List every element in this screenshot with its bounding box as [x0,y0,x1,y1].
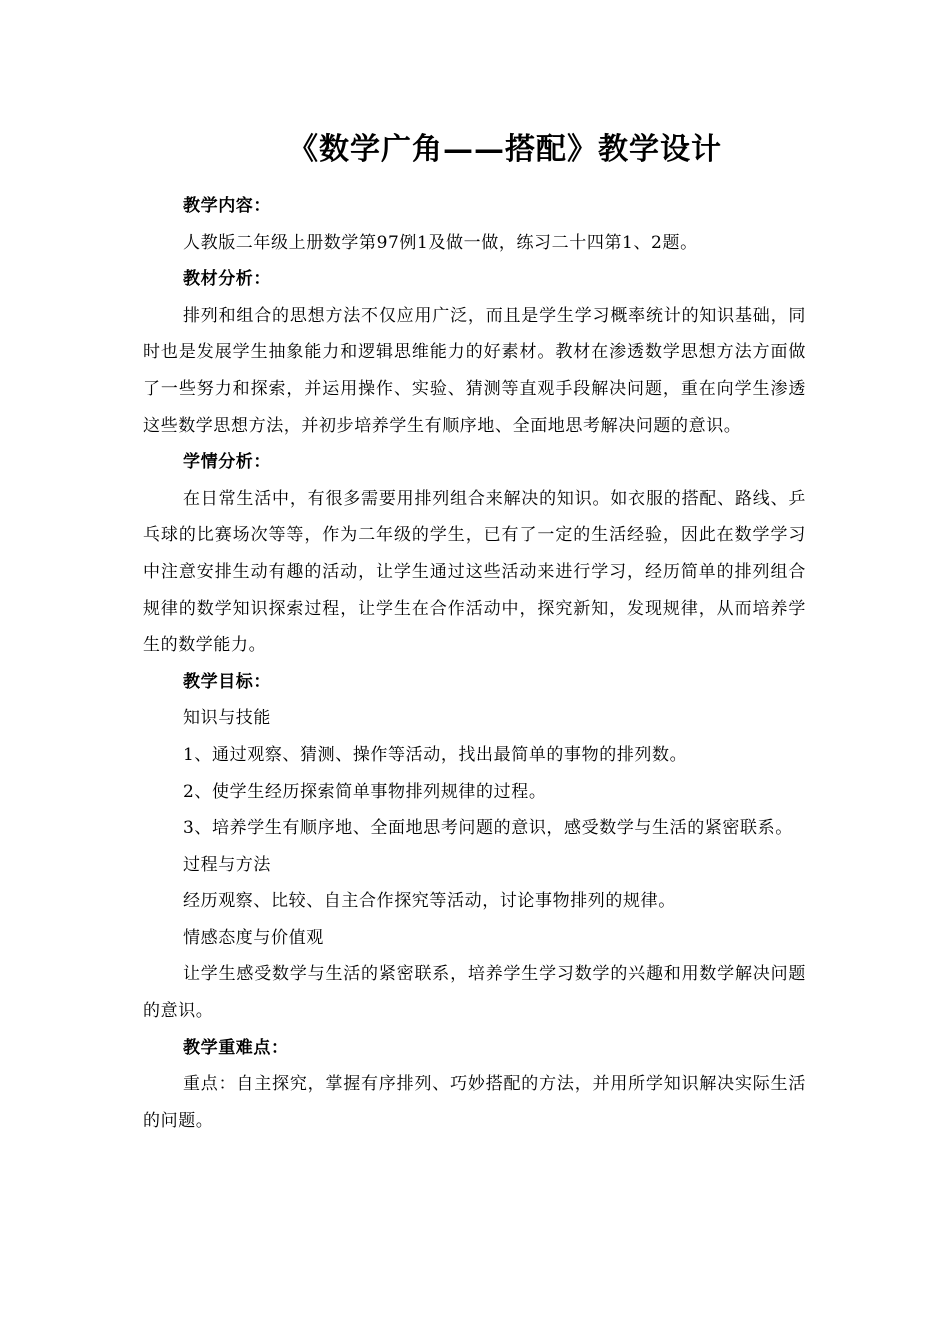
goal-knowledge-title: 知识与技能 [183,708,271,729]
document-title: 《数学广角——搭配》教学设计 [288,132,722,167]
goal-knowledge-item: 3、培养学生有顺序地、全面地思考问题的意识，感受数学与生活的紧密联系。 [183,818,793,839]
section-heading-keypoints: 教学重难点： [183,1037,289,1058]
goal-process-text: 经历观察、比较、自主合作探究等活动，讨论事物排列的规律。 [183,891,676,912]
goal-knowledge-item: 2、使学生经历探索简单事物排列规律的过程。 [183,781,547,802]
goal-emotion-title: 情感态度与价值观 [183,927,324,948]
section-heading-content: 教学内容： [183,196,271,216]
section-heading-teaching-goals: 教学目标： [183,671,271,692]
section-heading-material-analysis: 教材分析： [183,269,271,290]
goal-knowledge-item: 1、通过观察、猜测、操作等活动，找出最简单的事物的排列数。 [183,744,688,765]
document-body [143,188,806,1139]
goal-process-title: 过程与方法 [183,854,271,875]
section-heading-student-analysis: 学情分析： [183,452,271,473]
section-text-keypoints: 重点：自主探究，掌握有序排列、巧妙搭配的方法，并用所学知识解决实际生活的问题。 [143,1074,806,1131]
section-text-content: 人教版二年级上册数学第97例1及做一做，练习二十四第1、2题。 [183,232,698,253]
section-text-material-analysis: 排列和组合的思想方法不仅应用广泛，而且是学生学习概率统计的知识基础，同时也是发展学生抽象能力和逻辑思维能力的好素材。教材在渗透数学思想方法方面做了一些努力和探索，并运用操作、实验、猜测等直观手段解决问题，重在向学生渗透这些数学思想方法，并初步培养学生有顺序地、全面地思考解决问题的意识。 [143,305,806,436]
section-text-student-analysis: 在日常生活中，有很多需要用排列组合来解决的知识。如衣服的搭配、路线、乒乓球的比赛场次等等，作为二年级的学生，已有了一定的生活经验，因此在数学学习中注意安排生动有趣的活动，让学生通过这些活动来进行学习，经历简单的排列组合规律的数学知识探索过程，让学生在合作活动中，探究新知，发现规律，从而培养学生的数学能力。 [143,488,806,656]
goal-emotion-text: 让学生感受数学与生活的紧密联系，培养学生学习数学的兴趣和用数学解决问题的意识。 [143,964,806,1022]
